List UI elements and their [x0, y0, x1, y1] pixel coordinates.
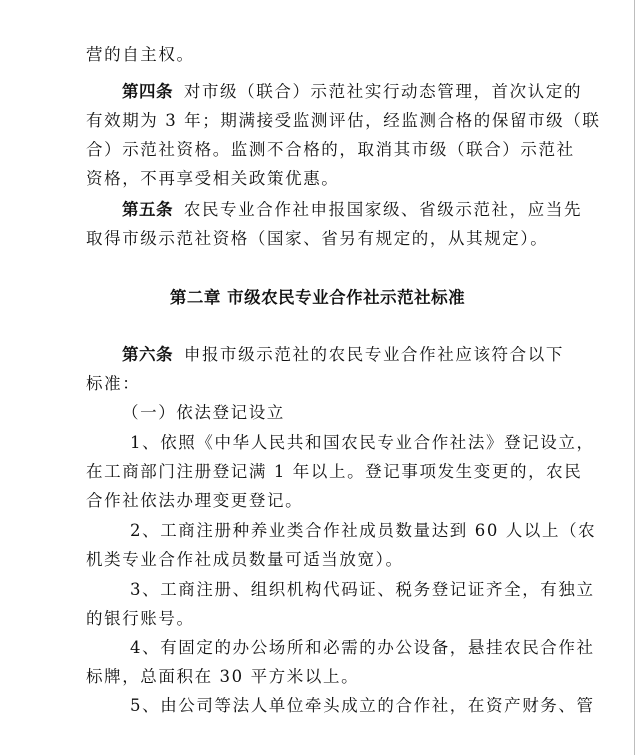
text-line: 有效期为 3 年；期满接受监测评估，经监测合格的保留市级（联 [86, 111, 601, 130]
chapter-title: 第二章 市级农民专业合作社示范社标准 [169, 288, 466, 307]
text-line: 标准： [86, 374, 141, 393]
text-line: 3、工商注册、组织机构代码证、税务登记证齐全，有独立 [130, 580, 595, 599]
text-line: 5、由公司等法人单位牵头成立的合作社，在资产财务、管 [130, 696, 595, 715]
text-line: 标牌，总面积在 30 平方米以上。 [86, 667, 360, 686]
article-5-text: 农民专业合作社申报国家级、省级示范社，应当先 [183, 200, 583, 219]
text-line: 营的自主权。 [86, 45, 195, 64]
text-line: 合作社依法办理变更登记。 [86, 491, 304, 510]
article-6-label: 第六条 [122, 345, 173, 364]
text-line: 在工商部门注册登记满 1 年以上。登记事项发生变更的，农民 [86, 462, 583, 481]
article-5-label: 第五条 [122, 200, 173, 219]
text-line: 2、工商注册种养业类合作社成员数量达到 60 人以上（农 [130, 521, 597, 540]
section-heading: （一）依法登记设立 [122, 403, 285, 422]
article-6-text: 申报市级示范社的农民专业合作社应该符合以下 [183, 345, 564, 364]
article-4-line [122, 80, 583, 104]
text-line: 机类专业合作社成员数量可适当放宽）。 [86, 550, 404, 569]
text-line: 取得市级示范社资格（国家、省另有规定的，从其规定）。 [86, 229, 549, 248]
text-line: 资格，不再享受相关政策优惠。 [86, 169, 340, 188]
text-line: 合）示范社资格。监测不合格的，取消其市级（联合）示范社 [86, 140, 575, 159]
article-5-line [122, 198, 583, 222]
text-line: 4、有固定的办公场所和必需的办公设备，悬挂农民合作社 [130, 638, 595, 657]
article-4-label: 第四条 [122, 82, 173, 101]
text-line: 的银行账号。 [86, 609, 195, 628]
article-6-line [122, 343, 564, 367]
text-line: 1、依照《中华人民共和国农民专业合作社法》登记设立， [130, 433, 595, 452]
article-4-text: 对市级（联合）示范社实行动态管理，首次认定的 [183, 82, 583, 101]
